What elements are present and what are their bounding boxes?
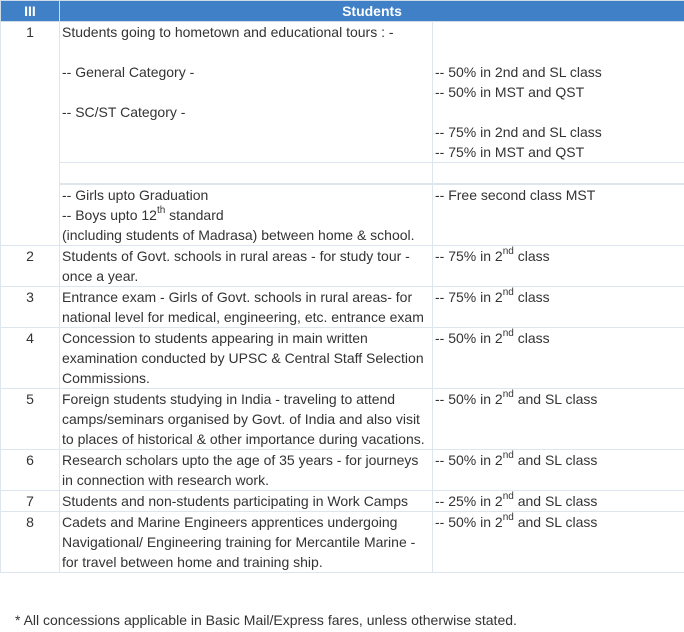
- row-value-post: and SL class: [513, 391, 598, 407]
- row-description: Concession to students appearing in main written examination conducted by UPSC & Central Staff Selection Commissions.: [60, 328, 433, 389]
- row-1-scst-value-2: -- 75% in MST and QST: [435, 144, 585, 160]
- table-row: [1, 491, 684, 512]
- table-row: [1, 185, 684, 246]
- row-value-post: and SL class: [513, 514, 598, 530]
- row-number: 2: [1, 246, 60, 287]
- row-value: [433, 491, 684, 512]
- row-value-post: class: [513, 330, 550, 346]
- table-header-row: [1, 1, 684, 22]
- row-description: Research scholars upto the age of 35 years - for journeys in connection with research work.: [60, 450, 433, 491]
- row-number: 5: [1, 389, 60, 450]
- row-value-sup: nd: [502, 389, 514, 401]
- row-value: [433, 328, 684, 389]
- row-1-madrasa: (including students of Madrasa) between home & school.: [62, 227, 415, 243]
- row-value: [433, 450, 684, 491]
- row-value-text: -- 50% in 2: [435, 452, 503, 468]
- row-description: Entrance exam - Girls of Govt. schools in rural areas- for national level for medical, engineering, etc. entrance exam: [60, 287, 433, 328]
- row-number: 7: [1, 491, 60, 512]
- row-value: [433, 389, 684, 450]
- table-row-spacer: [1, 163, 684, 184]
- table-row: [1, 22, 684, 163]
- header-students: Students: [60, 1, 684, 22]
- row-number: 4: [1, 328, 60, 389]
- row-description: Students and non-students participating in Work Camps: [60, 491, 433, 512]
- row-value: [433, 512, 684, 573]
- row-value-text: -- 25% in 2: [435, 493, 503, 509]
- footnote: * All concessions applicable in Basic Mail/Express fares, unless otherwise stated.: [15, 612, 517, 628]
- row-value-text: -- 75% in 2: [435, 289, 503, 305]
- row-value: [433, 287, 684, 328]
- row-description: Foreign students studying in India - traveling to attend camps/seminars organised by Govt. of India and also visit to places of historical & other importance during vacations.: [60, 389, 433, 450]
- table-row: [1, 512, 684, 573]
- row-value-post: and SL class: [513, 493, 598, 509]
- row-1-general-value-1: -- 50% in 2nd and SL class: [435, 64, 602, 80]
- row-number: 6: [1, 450, 60, 491]
- row-1-values-cell: [433, 22, 684, 163]
- row-value: [433, 246, 684, 287]
- row-1-boys-sup: th: [156, 205, 166, 217]
- row-value-sup: nd: [502, 287, 514, 299]
- row-value-sup: nd: [502, 246, 514, 258]
- row-value-sup: nd: [502, 512, 514, 524]
- row-1-intro: Students going to hometown and educational tours : -: [62, 24, 394, 40]
- row-1-girls: -- Girls upto Graduation: [62, 187, 209, 203]
- row-number: 3: [1, 287, 60, 328]
- table-row: [1, 287, 684, 328]
- row-1-general-label: -- General Category -: [62, 64, 195, 80]
- table-row: [1, 246, 684, 287]
- row-description: Cadets and Marine Engineers apprentices undergoing Navigational/ Engineering training for Mercantile Marine - for travel between home and training ship.: [60, 512, 433, 573]
- table-row: [1, 450, 684, 491]
- row-number: 8: [1, 512, 60, 573]
- row-description: Students of Govt. schools in rural areas - for study tour - once a year.: [60, 246, 433, 287]
- row-value-text: -- 50% in 2: [435, 330, 503, 346]
- row-value-text: -- 75% in 2: [435, 248, 503, 264]
- row-1-scst-value-1: -- 75% in 2nd and SL class: [435, 124, 602, 140]
- header-section-number: III: [1, 1, 60, 22]
- row-value-sup: nd: [502, 491, 514, 503]
- row-1-boys-post: standard: [165, 207, 224, 223]
- row-value-text: -- 50% in 2: [435, 391, 503, 407]
- row-value-post: class: [513, 248, 550, 264]
- table-row: [1, 389, 684, 450]
- row-value-post: and SL class: [513, 452, 598, 468]
- row-1-intro-cell: [60, 22, 433, 163]
- row-1-general-value-2: -- 50% in MST and QST: [435, 84, 585, 100]
- row-value-text: -- 50% in 2: [435, 514, 503, 530]
- row-1-scst-label: -- SC/ST Category -: [62, 104, 186, 120]
- row-1-girls-value: -- Free second class MST: [435, 187, 596, 203]
- row-1-boys: -- Boys upto 12: [62, 207, 157, 223]
- table-row: [1, 328, 684, 389]
- row-value-post: class: [513, 289, 550, 305]
- row-number: 1: [1, 22, 60, 246]
- row-1-girls-boys-cell: [60, 185, 433, 246]
- row-1-girls-value-cell: [433, 185, 684, 246]
- row-value-sup: nd: [502, 450, 514, 462]
- row-value-sup: nd: [502, 328, 514, 340]
